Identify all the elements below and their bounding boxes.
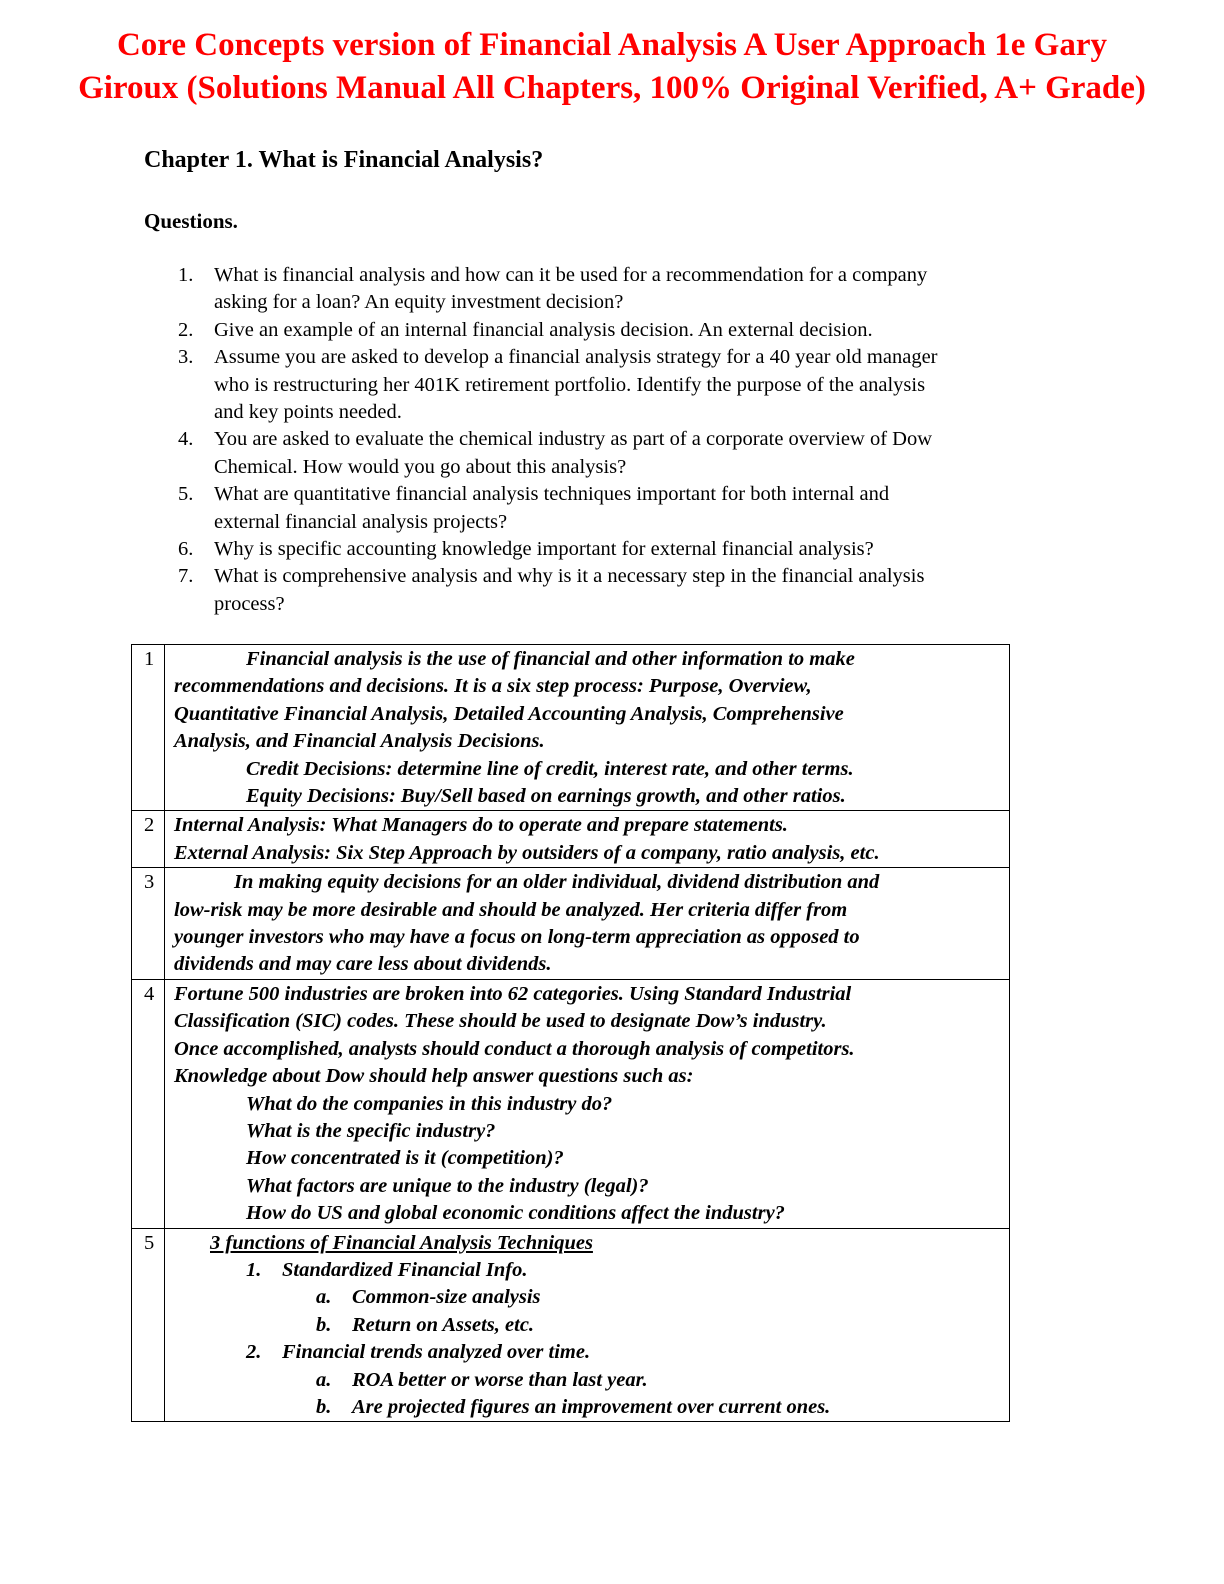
answer-line: Knowledge about Dow should help answer questions such as: <box>174 1065 694 1088</box>
answer-heading: 3 functions of Financial Analysis Techniques <box>210 1231 593 1254</box>
question-text-line: and key points needed. <box>214 401 402 424</box>
chapter-title: Chapter 1. What is Financial Analysis? <box>144 147 544 173</box>
question-text-line: Why is specific accounting knowledge important for external financial analysis? <box>214 538 874 561</box>
answer-line: Analysis, and Financial Analysis Decisions. <box>174 730 545 753</box>
answer-line: recommendations and decisions. It is a six step process: Purpose, Overview, <box>174 675 812 698</box>
answer-line: younger investors who may have a focus on long-term appreciation as opposed to <box>174 926 860 949</box>
answer-number: 4 <box>132 979 165 1228</box>
question-text-line: external financial analysis projects? <box>214 510 508 533</box>
answer-row <box>132 811 1010 868</box>
banner-line-1: Core Concepts version of Financial Analysis A User Approach 1e Gary <box>116 27 1108 63</box>
answer-line: Equity Decisions: Buy/Sell based on earnings growth, and other ratios. <box>246 785 846 808</box>
question-text-line: Chemical. How would you go about this analysis? <box>214 455 627 478</box>
outline-marker: b. <box>316 1313 332 1336</box>
answer-row <box>132 645 1010 811</box>
questions-list <box>178 262 1068 618</box>
answer-number: 1 <box>132 645 165 811</box>
answer-line: Quantitative Financial Analysis, Detailed Accounting Analysis, Comprehensive <box>174 702 844 725</box>
answer-line: Once accomplished, analysts should conduct a thorough analysis of competitors. <box>174 1037 855 1060</box>
question-text-line: Give an example of an internal financial analysis decision. An external decision. <box>214 318 873 341</box>
outline-text: Standardized Financial Info. <box>282 1258 528 1281</box>
question-text-line: process? <box>214 592 285 615</box>
outline-text: Are projected figures an improvement over current ones. <box>352 1395 831 1418</box>
answer-line: Credit Decisions: determine line of credit, interest rate, and other terms. <box>246 757 854 780</box>
question-text-line: You are asked to evaluate the chemical industry as part of a corporate overview of Dow <box>214 428 933 451</box>
answer-line: External Analysis: Six Step Approach by outsiders of a company, ratio analysis, etc. <box>174 841 880 864</box>
answer-row <box>132 979 1010 1228</box>
answers-table <box>131 644 1010 1422</box>
question-number: 2. <box>178 318 194 341</box>
question-item <box>178 344 1068 426</box>
question-text-line: What are quantitative financial analysis techniques important for both internal and <box>214 483 890 506</box>
question-item <box>178 317 1068 344</box>
question-number: 4. <box>178 428 194 451</box>
answer-number: 5 <box>132 1228 165 1422</box>
question-item <box>178 426 1068 481</box>
outline-subitem <box>174 1367 1009 1394</box>
outline-marker: b. <box>316 1395 332 1418</box>
question-text-line: What is financial analysis and how can it be used for a recommendation for a company <box>214 264 928 286</box>
outline-text: Return on Assets, etc. <box>352 1313 535 1336</box>
question-item <box>178 563 1068 618</box>
answer-body <box>165 868 1010 980</box>
answer-line: Financial analysis is the use of financial and other information to make <box>246 648 855 670</box>
questions-heading: Questions. <box>144 209 238 233</box>
banner-line-2: Giroux (Solutions Manual All Chapters, 100% Original Verified, A+ Grade) <box>78 70 1146 106</box>
question-text-line: What is comprehensive analysis and why is it a necessary step in the financial analysis <box>214 565 925 588</box>
outline-text: ROA better or worse than last year. <box>352 1368 648 1391</box>
question-number: 7. <box>178 565 194 588</box>
question-text-line: asking for a loan? An equity investment decision? <box>214 291 624 314</box>
question-number: 5. <box>178 483 194 506</box>
answer-number: 2 <box>132 811 165 868</box>
outline-subitem <box>174 1312 1009 1339</box>
outline-subitem <box>174 1394 1009 1421</box>
answer-body <box>165 979 1010 1228</box>
question-number: 6. <box>178 538 194 561</box>
question-item <box>178 481 1068 536</box>
answer-line: low-risk may be more desirable and should be analyzed. Her criteria differ from <box>174 898 848 921</box>
outline-marker: a. <box>316 1286 332 1309</box>
answer-row <box>132 868 1010 980</box>
outline-marker: 1. <box>246 1258 262 1281</box>
answer-question-line: How concentrated is it (competition)? <box>246 1147 564 1170</box>
question-item <box>178 262 1068 317</box>
question-text-line: who is restructuring her 401K retirement portfolio. Identify the purpose of the analysis <box>214 373 926 396</box>
outline-text: Financial trends analyzed over time. <box>282 1341 591 1364</box>
outline-item <box>174 1257 1009 1284</box>
question-text-line: Assume you are asked to develop a financial analysis strategy for a 40 year old manager <box>214 346 938 369</box>
answer-number: 3 <box>132 868 165 980</box>
answer-line: Classification (SIC) codes. These should be used to designate Dow’s industry. <box>174 1010 827 1033</box>
answer-line: In making equity decisions for an older individual, dividend distribution and <box>234 871 880 894</box>
answer-question-line: What do the companies in this industry do? <box>246 1092 613 1115</box>
answer-line: Fortune 500 industries are broken into 62 categories. Using Standard Industrial <box>174 982 852 1005</box>
answer-body <box>165 1228 1010 1422</box>
answer-body <box>165 645 1010 811</box>
answer-line: dividends and may care less about dividends. <box>174 953 552 976</box>
answer-line: Internal Analysis: What Managers do to operate and prepare statements. <box>174 814 788 837</box>
question-number: 1. <box>178 264 194 286</box>
answer-question-line: What factors are unique to the industry (legal)? <box>246 1174 649 1197</box>
outline-subitem <box>174 1284 1009 1311</box>
outline-text: Common-size analysis <box>352 1286 541 1309</box>
question-number: 3. <box>178 346 194 369</box>
outline-item <box>174 1339 1009 1366</box>
answer-body <box>165 811 1010 868</box>
document-banner <box>0 24 1224 110</box>
question-item <box>178 536 1068 563</box>
outline-marker: 2. <box>246 1341 262 1364</box>
answer-question-line: How do US and global economic conditions affect the industry? <box>246 1202 785 1225</box>
answer-row <box>132 1228 1010 1422</box>
outline-marker: a. <box>316 1368 332 1391</box>
answer-question-line: What is the specific industry? <box>246 1119 496 1142</box>
